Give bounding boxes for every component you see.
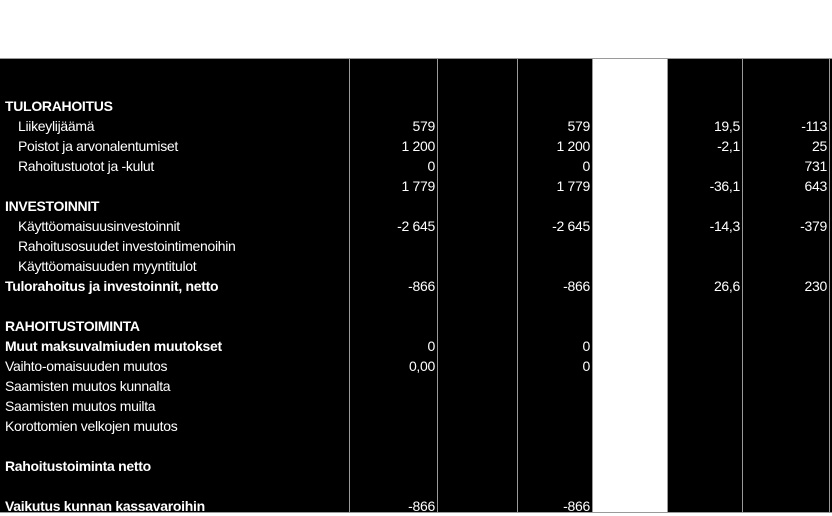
row-label: Rahoitustuotot ja -kulut: [18, 158, 154, 174]
table-row: [0, 296, 832, 316]
row-label: INVESTOINNIT: [5, 198, 100, 214]
header-blank-area: [0, 0, 832, 58]
table-row: [0, 156, 832, 176]
value-cell-c1: 1 779: [401, 178, 435, 194]
value-cell-c4: 25: [812, 138, 827, 154]
row-label: Poistot ja arvonalentumiset: [18, 138, 178, 154]
value-cell-c3: 19,5: [713, 118, 740, 134]
table-row: [0, 96, 832, 116]
value-cell-c4: 731: [804, 158, 827, 174]
value-cell-c1: 0: [427, 158, 435, 174]
row-label: RAHOITUSTOIMINTA: [5, 318, 140, 334]
table-row: [0, 276, 832, 296]
value-cell-c2: 0: [582, 358, 590, 374]
table-row: [0, 416, 832, 436]
value-cell-c1: 0: [427, 338, 435, 354]
value-cell-c2: -2 645: [552, 218, 590, 234]
table-row: [0, 136, 832, 156]
table-row: [0, 236, 832, 256]
value-cell-c4: -379: [800, 218, 827, 234]
value-cell-c1: -866: [408, 498, 435, 514]
table-row: [0, 116, 832, 136]
value-cell-c2: 0: [582, 158, 590, 174]
table-row: [0, 196, 832, 216]
table-row: [0, 456, 832, 476]
value-cell-c3: -2,1: [717, 138, 740, 154]
value-cell-c4: 230: [804, 278, 827, 294]
value-cell-c2: -866: [563, 278, 590, 294]
value-cell-c2: 1 200: [556, 138, 590, 154]
table-row: [0, 316, 832, 336]
table-row: [0, 436, 832, 456]
value-cell-c1: -866: [408, 278, 435, 294]
row-label: Käyttöomaisuuden myyntitulot: [18, 258, 197, 274]
row-label: Liikeylijäämä: [18, 118, 95, 134]
table-row: [0, 396, 832, 416]
value-cell-c4: -113: [801, 118, 827, 134]
row-label: Tulorahoitus ja investoinnit, netto: [5, 278, 219, 294]
table-top-border: [0, 58, 832, 59]
value-cell-c1: 579: [412, 118, 435, 134]
value-cell-c2: 579: [567, 118, 590, 134]
value-cell-c3: -36,1: [709, 178, 740, 194]
value-cell-c1: 0,00: [408, 358, 435, 374]
row-label: Korottomien velkojen muutos: [5, 418, 178, 434]
value-cell-c2: -866: [563, 498, 590, 514]
value-cell-c1: -2 645: [397, 218, 435, 234]
row-label: Saamisten muutos kunnalta: [5, 378, 171, 394]
row-label: TULORAHOITUS: [5, 98, 113, 114]
row-label: Rahoitustoiminta netto: [5, 458, 151, 474]
value-cell-c3: 26,6: [713, 278, 740, 294]
row-label: Rahoitusosuudet investointimenoihin: [18, 238, 236, 254]
row-label: Saamisten muutos muilta: [5, 398, 156, 414]
value-cell-c3: -14,3: [709, 218, 740, 234]
row-label: Vaihto-omaisuuden muutos: [5, 358, 168, 374]
row-label: Käyttöomaisuusinvestoinnit: [18, 218, 180, 234]
table-row: [0, 376, 832, 396]
table-row: [0, 176, 832, 196]
value-cell-c1: 1 200: [401, 138, 435, 154]
table-row: [0, 496, 832, 516]
value-cell-c2: 1 779: [556, 178, 590, 194]
value-cell-c2: 0: [582, 338, 590, 354]
row-label: Muut maksuvalmiuden muutokset: [5, 338, 222, 354]
row-label: Vaikutus kunnan kassavaroihin: [5, 498, 205, 514]
value-cell-c4: 643: [804, 178, 827, 194]
table-row: [0, 356, 832, 376]
table-row: [0, 336, 832, 356]
table-row: [0, 476, 832, 496]
table-row: [0, 256, 832, 276]
table-row: [0, 216, 832, 236]
